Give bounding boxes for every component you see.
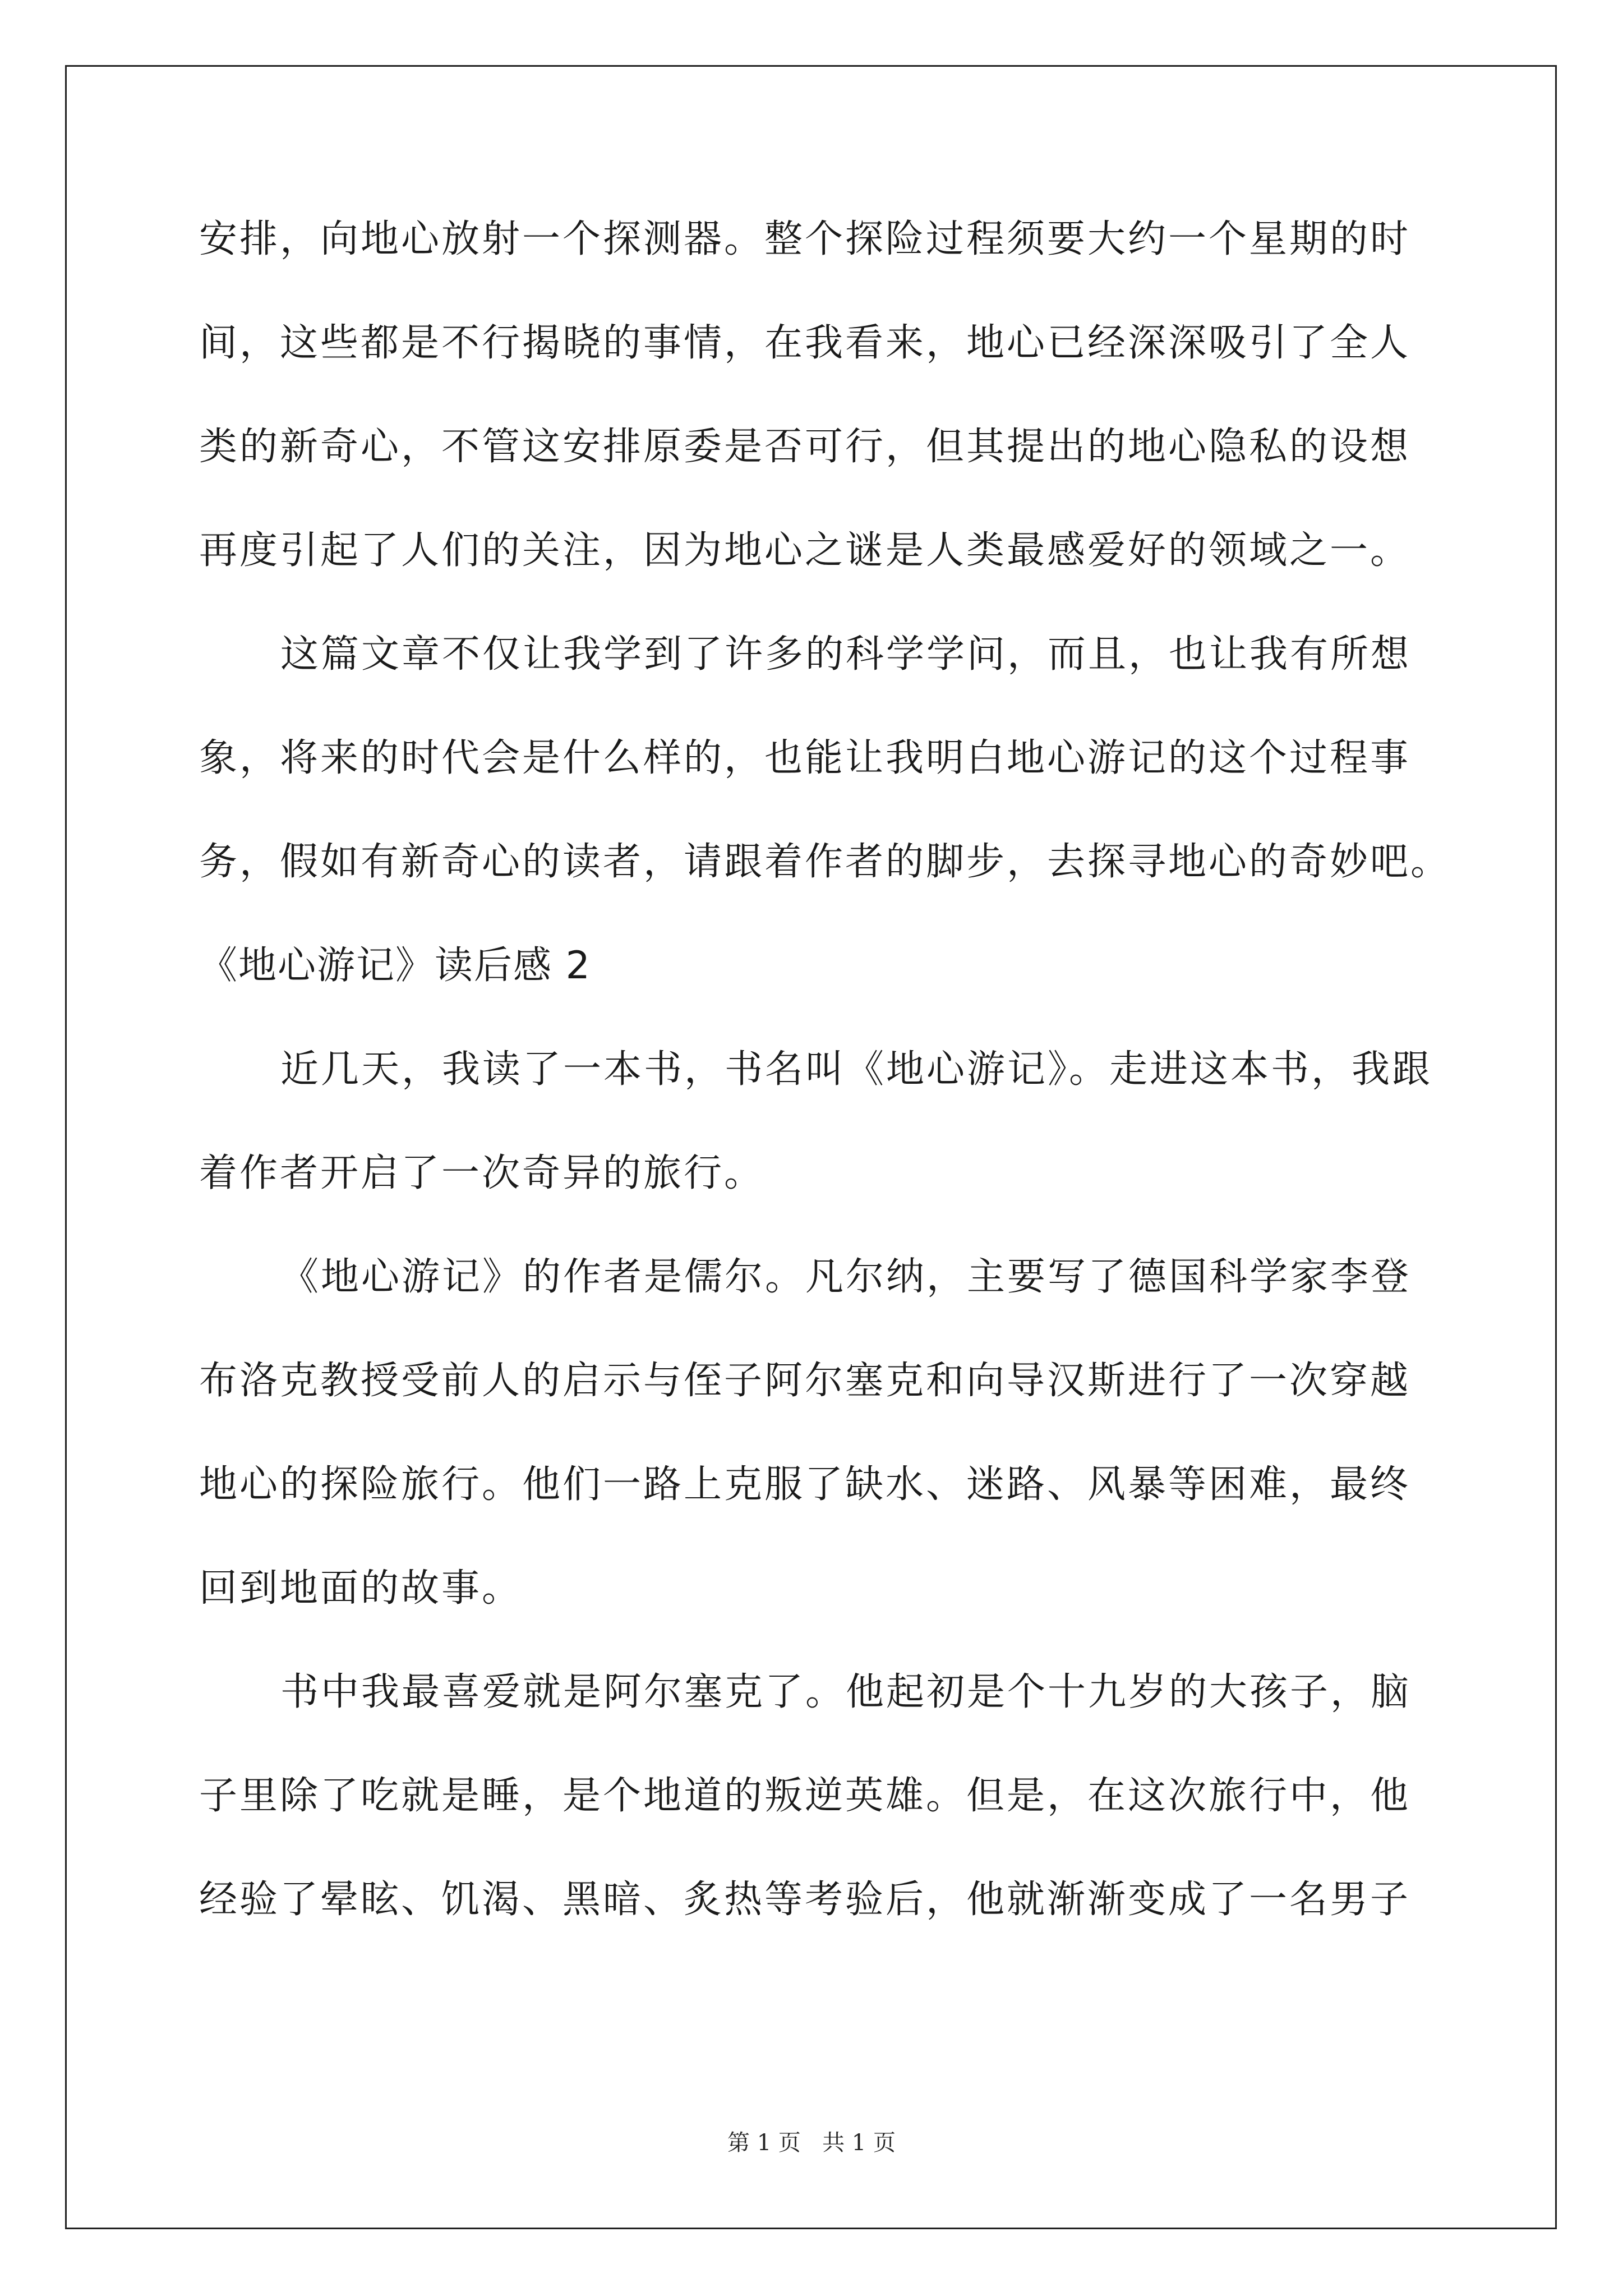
page-number-label: 第 1 页 共 1 页 [727, 2130, 896, 2156]
text-line: 再度引起了人们的关注，因为地心之谜是人类最感爱好的领域之一。 [199, 528, 1411, 573]
paragraph-first-line: 书中我最喜爱就是阿尔塞克了。他起初是个十九岁的大孩子，脑 [280, 1670, 1412, 1714]
paragraph-first-line: 《地心游记》的作者是儒尔。凡尔纳，主要写了德国科学家李登 [280, 1255, 1412, 1299]
paragraph-first-line: 近几天，我读了一本书，书名叫《地心游记》。走进这本书，我跟 [280, 1047, 1433, 1092]
page-footer [0, 2129, 1623, 2157]
text-line: 象，将来的时代会是什么样的，也能让我明白地心游记的这个过程事 [199, 736, 1411, 780]
text-line: 布洛克教授受前人的启示与侄子阿尔塞克和向导汉斯进行了一次穿越 [199, 1359, 1411, 1403]
text-line: 子里除了吃就是睡，是个地道的叛逆英雄。但是，在这次旅行中，他 [199, 1774, 1411, 1818]
text-line: 地心的探险旅行。他们一路上克服了缺水、迷路、风暴等困难，最终 [199, 1462, 1411, 1507]
section-heading: 《地心游记》读后感 2 [199, 944, 591, 988]
text-line: 着作者开启了一次奇异的旅行。 [199, 1151, 765, 1195]
text-line: 回到地面的故事。 [199, 1566, 523, 1611]
text-line: 类的新奇心，不管这安排原委是否可行，但其提出的地心隐私的设想 [199, 425, 1411, 469]
text-line: 间，这些都是不行揭晓的事情，在我看来，地心已经深深吸引了全人 [199, 321, 1411, 365]
paragraph-first-line: 这篇文章不仅让我学到了许多的科学学问，而且，也让我有所想 [280, 632, 1412, 677]
text-line: 经验了晕眩、饥渴、黑暗、炙热等考验后，他就渐渐变成了一名男子 [199, 1878, 1411, 1922]
document-body [199, 213, 1467, 1977]
text-line: 务，假如有新奇心的读者，请跟着作者的脚步，去探寻地心的奇妙吧。 [199, 840, 1451, 884]
text-line: 安排，向地心放射一个探测器。整个探险过程须要大约一个星期的时 [199, 217, 1411, 261]
